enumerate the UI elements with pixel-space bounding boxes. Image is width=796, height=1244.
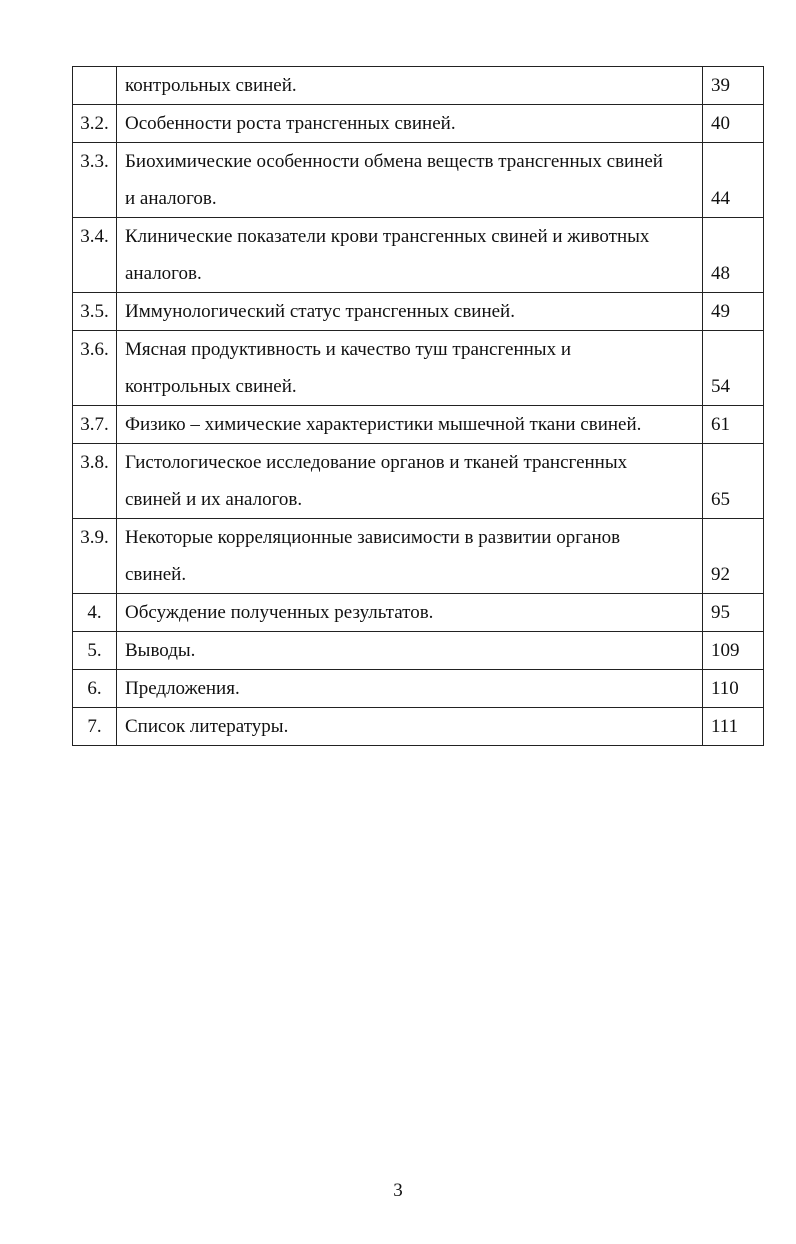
toc-row [73,519,764,594]
toc-title-line: Особенности роста трансгенных свиней. [125,113,456,134]
toc-row-page: 49 [703,293,764,331]
toc-row-page: 44 [703,143,764,218]
toc-title-line: и аналогов. [125,188,217,209]
toc-row-number: 3.5. [73,293,117,331]
toc-row-title [117,406,703,444]
toc-title-line: Иммунологический статус трансгенных свиней. [125,301,515,322]
toc-title-line: Гистологическое исследование органов и тканей трансгенных [125,452,628,473]
toc-row [73,218,764,293]
toc-row-number: 6. [73,670,117,708]
toc-row-title [117,218,703,293]
toc-title-line: свиней и их аналогов. [125,489,303,510]
page-number: 3 [393,1180,403,1201]
toc-row-title [117,143,703,218]
toc-row-title [117,293,703,331]
toc-row-number: 3.7. [73,406,117,444]
toc-row-page: 110 [703,670,764,708]
toc-row-number: 3.4. [73,218,117,293]
toc-row-number: 3.2. [73,105,117,143]
toc-title-line: контрольных свиней. [125,75,297,96]
toc-row-title [117,632,703,670]
toc-title-line: Обсуждение полученных результатов. [125,602,434,623]
toc-row-title [117,331,703,406]
toc-title-line: аналогов. [125,263,202,284]
toc-row [73,293,764,331]
toc-row [73,708,764,746]
toc-title-line: контрольных свиней. [125,376,297,397]
toc-row [73,143,764,218]
toc-row-page: 54 [703,331,764,406]
toc-row [73,105,764,143]
toc-title-line: Предложения. [125,678,240,699]
toc-row-number: 7. [73,708,117,746]
toc-row-title [117,670,703,708]
toc-row-page: 95 [703,594,764,632]
table-of-contents [72,66,764,746]
toc-row-number [73,67,117,105]
toc-title-line: свиней. [125,564,187,585]
toc-row-title [117,67,703,105]
toc-title-line: Некоторые корреляционные зависимости в развитии органов [125,527,621,548]
toc-row-number: 4. [73,594,117,632]
toc-row [73,406,764,444]
toc-row-page: 40 [703,105,764,143]
toc-row-page: 65 [703,444,764,519]
toc-row-number: 3.9. [73,519,117,594]
toc-row-page: 111 [703,708,764,746]
toc-row-page: 39 [703,67,764,105]
toc-row-number: 3.6. [73,331,117,406]
toc-row-number: 3.8. [73,444,117,519]
toc-row-number: 5. [73,632,117,670]
toc-row-title [117,444,703,519]
toc-title-line: Клинические показатели крови трансгенных свиней и животных [125,226,650,247]
toc-title-line: Выводы. [125,640,196,661]
toc-row-page: 92 [703,519,764,594]
toc-row [73,444,764,519]
toc-row-title [117,105,703,143]
toc-row [73,670,764,708]
toc-row [73,331,764,406]
toc-row-title [117,708,703,746]
toc-title-line: Мясная продуктивность и качество туш трансгенных и [125,339,571,360]
toc-row-page: 48 [703,218,764,293]
toc-row [73,594,764,632]
toc-row-title [117,519,703,594]
toc-row-page: 61 [703,406,764,444]
toc-title-line: Биохимические особенности обмена веществ трансгенных свиней [125,151,663,172]
toc-row-title [117,594,703,632]
toc-row [73,67,764,105]
toc-title-line: Список литературы. [125,716,289,737]
toc-row [73,632,764,670]
toc-row-number: 3.3. [73,143,117,218]
toc-row-page: 109 [703,632,764,670]
toc-title-line: Физико – химические характеристики мышечной ткани свиней. [125,414,642,435]
